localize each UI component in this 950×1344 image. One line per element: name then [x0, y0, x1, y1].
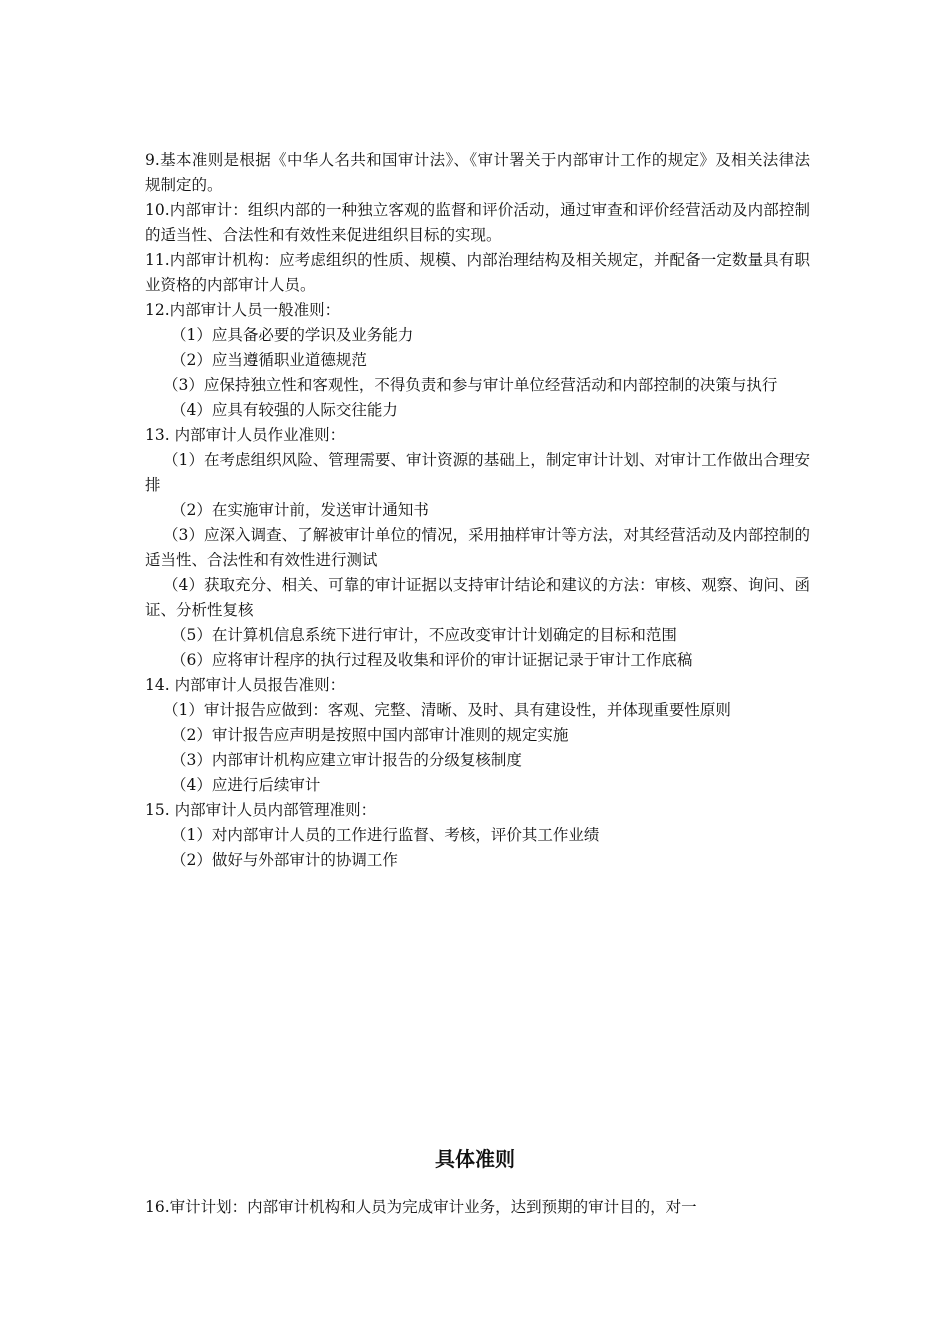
paragraph: 11.内部审计机构：应考虑组织的性质、规模、内部治理结构及相关规定，并配备一定数量具有职业资格的内部审计人员。 [145, 251, 810, 294]
paragraph: 13. 内部审计人员作业准则： [145, 426, 346, 444]
list-item: （6）应将审计程序的执行过程及收集和评价的审计证据记录于审计工作底稿 [171, 651, 693, 669]
paragraph: 16.审计计划：内部审计机构和人员为完成审计业务，达到预期的审计目的，对一 [145, 1198, 697, 1216]
paragraph: 15. 内部审计人员内部管理准则： [145, 801, 377, 819]
document-body-continued [145, 1195, 810, 1220]
list-item: （5）在计算机信息系统下进行审计，不应改变审计计划确定的目标和范围 [171, 626, 677, 644]
list-item: （3）内部审计机构应建立审计报告的分级复核制度 [171, 751, 522, 769]
list-item: （1）应具备必要的学识及业务能力 [171, 326, 414, 344]
list-item: （4）应进行后续审计 [171, 776, 321, 794]
list-item: （1）对内部审计人员的工作进行监督、考核，评价其工作业绩 [171, 826, 600, 844]
list-item: （1）在考虑组织风险、管理需要、审计资源的基础上，制定审计计划、对审计工作做出合理安排 [145, 451, 810, 494]
list-item: （2）应当遵循职业道德规范 [171, 351, 367, 369]
list-item: （2）做好与外部审计的协调工作 [171, 851, 398, 869]
list-item: （2）审计报告应声明是按照中国内部审计准则的规定实施 [171, 726, 569, 744]
paragraph: 12.内部审计人员一般准则： [145, 301, 341, 319]
document-body [145, 148, 810, 873]
paragraph: 10.内部审计：组织内部的一种独立客观的监督和评价活动，通过审查和评价经营活动及内部控制的适当性、合法性和有效性来促进组织目标的实现。 [145, 201, 810, 244]
list-item: （1）审计报告应做到：客观、完整、清晰、及时、具有建设性，并体现重要性原则 [163, 701, 731, 719]
list-item: （2）在实施审计前，发送审计通知书 [171, 501, 429, 519]
section-heading: 具体准则 [435, 1147, 515, 1171]
list-item: （4）应具有较强的人际交往能力 [171, 401, 398, 419]
list-item: （4）获取充分、相关、可靠的审计证据以支持审计结论和建议的方法：审核、观察、询问、函证、分析性复核 [145, 576, 810, 619]
list-item: （3）应深入调查、了解被审计单位的情况，采用抽样审计等方法，对其经营活动及内部控制的适当性、合法性和有效性进行测试 [145, 526, 810, 569]
paragraph: 14. 内部审计人员报告准则： [145, 676, 346, 694]
paragraph: 9.基本准则是根据《中华人名共和国审计法》、《审计署关于内部审计工作的规定》及相关法律法规制定的。 [145, 151, 810, 194]
list-item: （3）应保持独立性和客观性，不得负责和参与审计单位经营活动和内部控制的决策与执行 [163, 376, 778, 394]
